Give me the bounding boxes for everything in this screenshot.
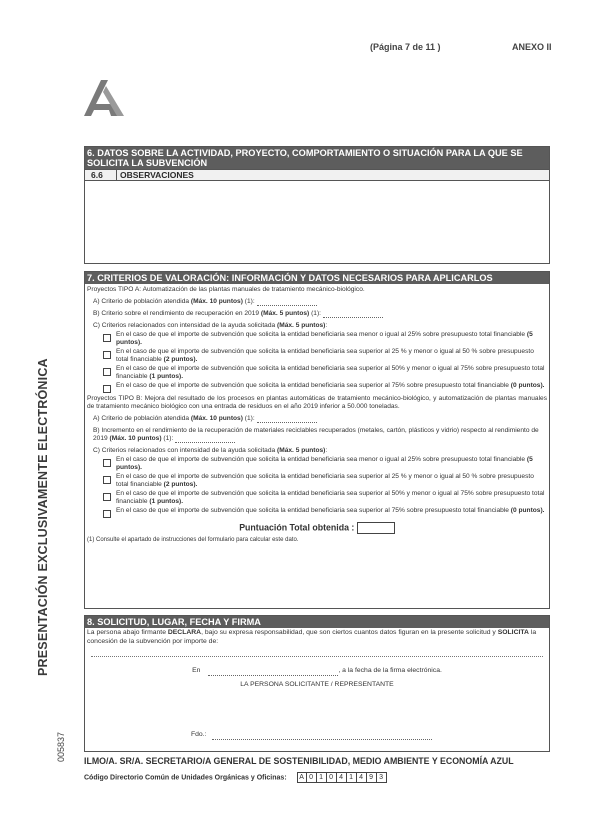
section-6 xyxy=(84,146,550,264)
office-code-line xyxy=(84,772,387,783)
type-a-criterion-c-tail: : xyxy=(325,322,328,329)
signature-field[interactable] xyxy=(212,733,432,740)
electronic-presentation-label: PRESENTACIÓN EXCLUSIVAMENTE ELECTRÓNICA xyxy=(36,358,50,676)
type-a-criterion-c-max: (Máx. 5 puntos) xyxy=(277,322,326,329)
code-char: 1 xyxy=(347,772,357,783)
form-code: 005837 xyxy=(56,731,66,762)
type-a-criterion-b-tail: (1): xyxy=(311,310,321,317)
type-b-recovery-field[interactable] xyxy=(175,436,235,443)
addressee: ILMO/A. SR/A. SECRETARIO/A GENERAL DE SOSTENIBILIDAD, MEDIO AMBIENTE Y ECONOMÍA AZUL xyxy=(84,756,514,766)
type-a-criterion-c xyxy=(87,322,547,330)
total-score-label: Puntuación Total obtenida : xyxy=(239,522,355,533)
office-code xyxy=(297,772,387,783)
type-a-option-2-checkbox[interactable] xyxy=(103,351,111,359)
type-a-option-1-label: En el caso de que el importe de subvención que solicita la entidad beneficiaria sea menor o igual al 25% sobre presupuesto total financiable (5 puntos). xyxy=(116,331,533,346)
type-b-option-3-label: En el caso de que el importe de subvención que solicita la entidad beneficiaria sea superior al 50% y menor o igual al 75% sobre presupuesto total financiable (1 puntos). xyxy=(116,490,545,505)
type-b-population-field[interactable] xyxy=(257,416,317,423)
code-char: 0 xyxy=(327,772,337,783)
section-7 xyxy=(84,271,550,609)
code-char: 3 xyxy=(377,772,387,783)
declaration-text: La persona abajo firmante DECLARA, bajo su expresa responsabilidad, que son ciertos cuantos datos figuran en la presente solicitud y SOLICITA la concesión de la subvención por importe de: xyxy=(87,629,537,645)
place-line xyxy=(87,667,547,676)
type-a-heading: Proyectos TIPO A: Automatización de las plantas manuales de tratamiento mecánico-biológico. xyxy=(87,286,365,293)
type-b-option-2 xyxy=(87,473,547,489)
type-b-option-2-label: En el caso de que el importe de subvención que solicita la entidad beneficiaria sea superior al 25 % y menor o igual al 50 % sobre presupuesto total financiable (2 puntos). xyxy=(116,473,534,488)
type-b-criterion-b xyxy=(87,427,547,443)
observations-number: 6.6 xyxy=(85,170,117,180)
signature-label: Fdo.: xyxy=(191,731,207,738)
type-a-recovery-field[interactable] xyxy=(323,311,383,318)
type-b-criterion-c xyxy=(87,447,547,455)
page-number: (Página 7 de 11 ) xyxy=(370,42,441,52)
office-code-label: Código Directorio Común de Unidades Orgánicas y Oficinas: xyxy=(84,774,287,782)
code-char: 4 xyxy=(337,772,347,783)
section-6-title: 6. DATOS SOBRE LA ACTIVIDAD, PROYECTO, COMPORTAMIENTO O SITUACIÓN PARA LA QUE SE SOLICITA LA SUBVENCIÓN xyxy=(85,147,549,169)
code-char: 0 xyxy=(307,772,317,783)
section-7-title: 7. CRITERIOS DE VALORACIÓN: INFORMACIÓN Y DATOS NECESARIOS PARA APLICARLOS xyxy=(85,272,549,284)
type-a-criterion-b-text: B) Criterio sobre el rendimiento de recuperación en 2019 xyxy=(93,310,260,317)
type-b-criterion-a-tail: (1): xyxy=(244,415,255,422)
section-8 xyxy=(84,615,550,752)
total-score-field[interactable] xyxy=(357,522,395,534)
type-a-criterion-a xyxy=(87,298,547,306)
type-a-option-2-label: En el caso de que el importe de subvención que solicita la entidad beneficiaria sea superior al 25 % y menor o igual al 50 % sobre presupuesto total financiable (2 puntos). xyxy=(116,348,534,363)
instructions-note: (1) Consulte el apartado de instrucciones del formulario para calcular este dato. xyxy=(87,537,299,543)
code-char: 9 xyxy=(367,772,377,783)
type-a-option-1-checkbox[interactable] xyxy=(103,334,111,342)
section-8-title: 8. SOLICITUD, LUGAR, FECHA Y FIRMA xyxy=(85,616,549,628)
signer-label: LA PERSONA SOLICITANTE / REPRESENTANTE xyxy=(240,680,394,688)
type-a-criterion-b-max: (Máx. 5 puntos) xyxy=(260,310,310,317)
type-b-option-3 xyxy=(87,490,547,506)
observations-header xyxy=(85,169,549,180)
type-a-option-2 xyxy=(87,348,547,364)
code-char: 4 xyxy=(357,772,367,783)
type-b-criterion-b-max: (Máx. 10 puntos) xyxy=(109,435,162,442)
total-score xyxy=(87,522,547,534)
type-b-option-1-checkbox[interactable] xyxy=(103,459,111,467)
type-b-option-3-checkbox[interactable] xyxy=(103,493,111,501)
type-b-option-2-checkbox[interactable] xyxy=(103,476,111,484)
type-a-option-3 xyxy=(87,365,547,381)
place-label: En xyxy=(192,667,201,674)
annex-label: ANEXO II xyxy=(512,42,552,52)
type-b-criterion-c-max: (Máx. 5 puntos) xyxy=(277,447,326,454)
type-b-heading: Proyectos TIPO B: Mejora del resultado de los procesos en plantas automáticas de tratamiento mecánico-biológico, y automatización de plantas manuales de tratamiento mecánico biológico con una entrada de residuos en el año 2019 inferior a 50.000 toneladas. xyxy=(87,395,547,410)
type-a-criterion-b xyxy=(87,310,547,318)
type-b-criterion-c-text: C) Criterios relacionados con intensidad de la ayuda solicitada xyxy=(93,447,276,454)
type-b-criterion-b-text: B) Incremento en el rendimiento de la recuperación de materiales reciclables recuperados (metales, cartón, plásticos y vidrio) respecto al rendimiento de 2019 xyxy=(93,427,539,442)
type-b-option-1-label: En el caso de que el importe de subvención que solicita la entidad beneficiaria sea menor o igual al 25% sobre presupuesto total financiable (5 puntos). xyxy=(116,456,533,471)
type-a-criterion-c-text: C) Criterios relacionados con intensidad de la ayuda solicitada xyxy=(93,322,276,329)
type-b-criterion-a-text: A) Criterio de población atendida xyxy=(93,415,190,422)
observations-label: OBSERVACIONES xyxy=(120,170,194,180)
type-a-option-4-label: En el caso de que el importe de subvención que solicita la entidad beneficiaria sea superior al 75% sobre presupuesto total financiable (0 puntos). xyxy=(116,382,545,389)
type-a-option-1 xyxy=(87,331,547,347)
signature-line xyxy=(87,731,547,740)
type-a-option-4 xyxy=(87,382,547,393)
type-a-criterion-a-max: (Máx. 10 puntos) xyxy=(190,298,243,305)
type-a-population-field[interactable] xyxy=(257,299,317,306)
type-b-criterion-a-max: (Máx. 10 puntos) xyxy=(190,415,243,422)
type-a-criterion-a-tail: (1): xyxy=(244,298,255,305)
amount-field[interactable] xyxy=(91,656,543,657)
type-b-option-4-label: En el caso de que el importe de subvención que solicita la entidad beneficiaria sea superior al 75% sobre presupuesto total financiable (0 puntos). xyxy=(116,507,545,514)
code-char: 1 xyxy=(317,772,327,783)
type-a-option-3-checkbox[interactable] xyxy=(103,368,111,376)
type-b-option-4-checkbox[interactable] xyxy=(103,510,111,518)
type-a-option-3-label: En el caso de que el importe de subvención que solicita la entidad beneficiaria sea superior al 50% y menor o igual al 75% sobre presupuesto total financiable (1 puntos). xyxy=(116,365,545,380)
type-b-option-1 xyxy=(87,456,547,472)
code-char: A xyxy=(297,772,307,783)
type-a-option-4-checkbox[interactable] xyxy=(103,385,111,393)
junta-logo-icon xyxy=(84,78,124,116)
place-tail: , a la fecha de la firma electrónica. xyxy=(338,667,442,674)
type-b-criterion-c-tail: : xyxy=(325,447,328,454)
place-field[interactable] xyxy=(208,669,338,676)
type-b-option-4 xyxy=(87,507,547,518)
type-b-criterion-a xyxy=(87,415,547,423)
type-a-criterion-a-text: A) Criterio de población atendida xyxy=(93,298,190,305)
type-b-criterion-b-tail: (1): xyxy=(163,435,174,442)
observations-textarea[interactable] xyxy=(85,180,549,266)
